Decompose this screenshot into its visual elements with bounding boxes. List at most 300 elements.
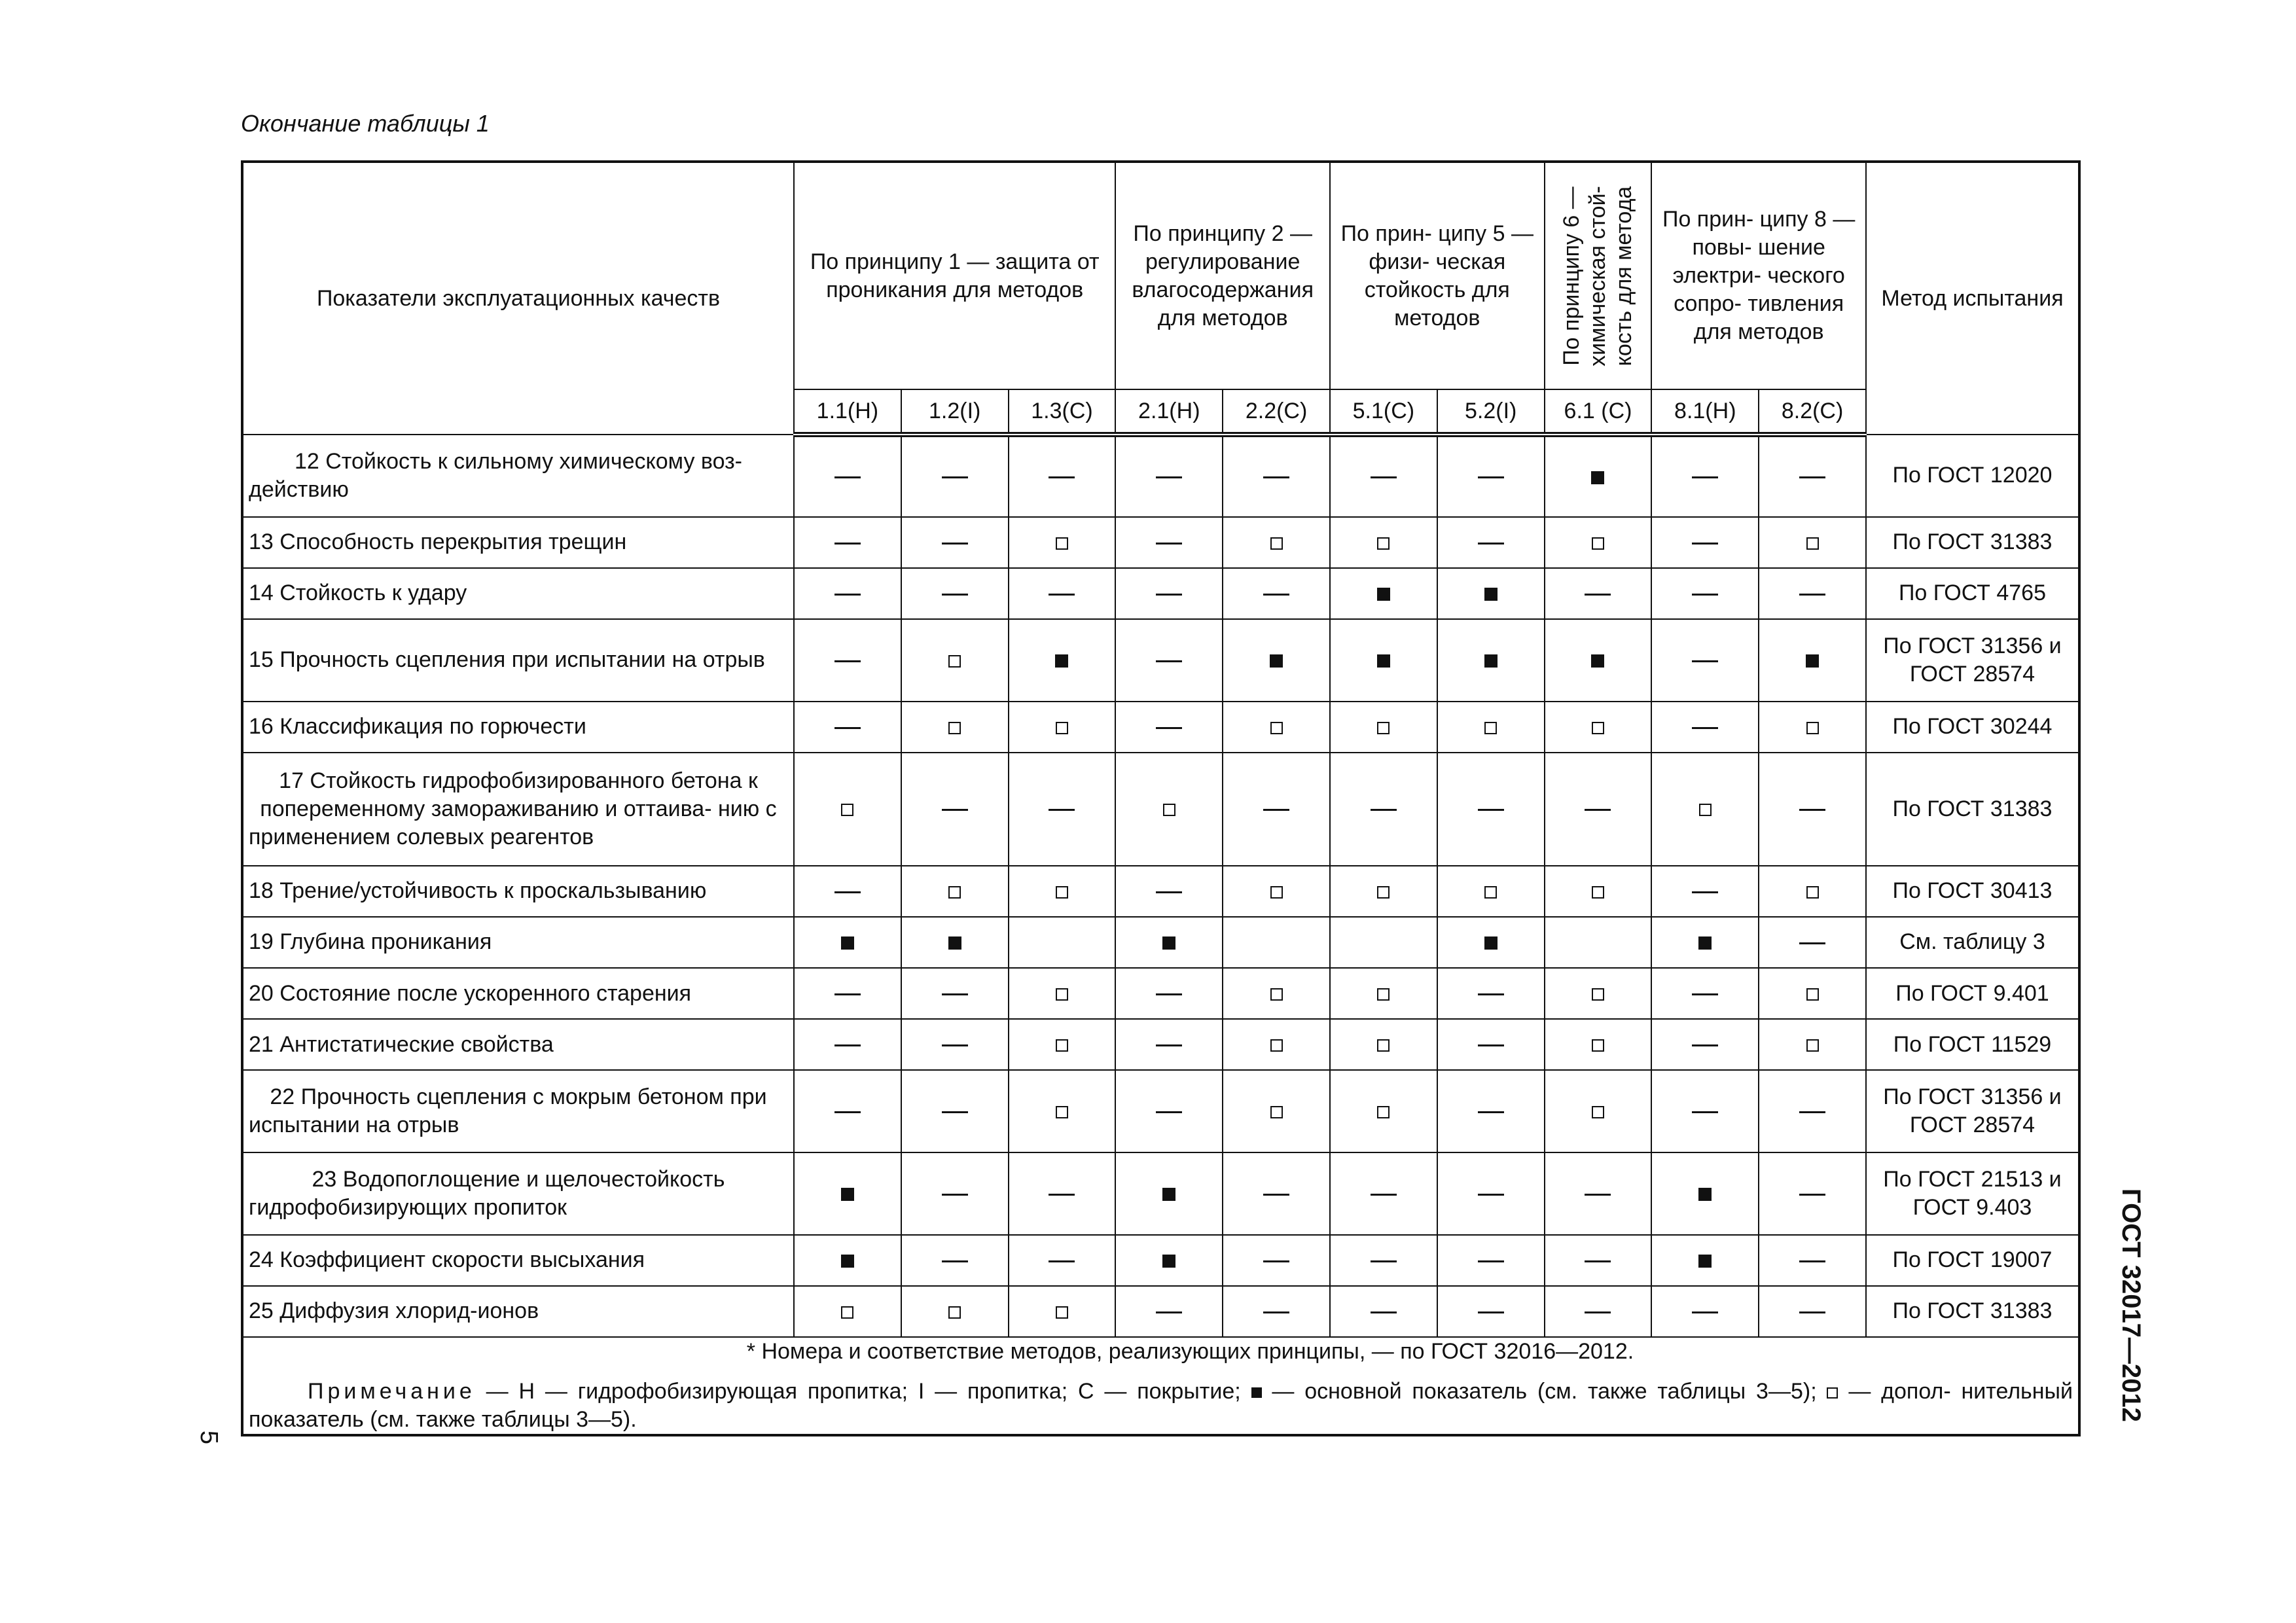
mark-cell bbox=[794, 1019, 901, 1070]
dash-icon bbox=[1156, 1111, 1182, 1113]
dash-icon bbox=[834, 1111, 861, 1113]
mark-cell bbox=[1437, 866, 1545, 917]
indicator-label: 14 Стойкость к удару bbox=[242, 568, 794, 619]
indicator-label: 12 Стойкость к сильному химическому воз- действию bbox=[242, 435, 794, 517]
mark-cell bbox=[1759, 1152, 1866, 1235]
mark-cell bbox=[1009, 1286, 1116, 1337]
dash-icon bbox=[942, 543, 968, 544]
hollow-square-icon bbox=[1377, 988, 1390, 1001]
mark-cell bbox=[1115, 1019, 1223, 1070]
hollow-square-icon bbox=[1270, 886, 1283, 899]
hollow-square-icon bbox=[1827, 1387, 1838, 1399]
mark-cell bbox=[901, 968, 1009, 1019]
filled-square-icon bbox=[1055, 654, 1068, 668]
mark-cell bbox=[1437, 968, 1545, 1019]
dash-icon bbox=[1263, 1194, 1289, 1196]
dash-icon bbox=[1156, 1311, 1182, 1313]
hollow-square-icon bbox=[1056, 722, 1068, 734]
mark-cell bbox=[901, 1152, 1009, 1235]
mark-cell bbox=[1437, 702, 1545, 753]
mark-cell bbox=[1545, 866, 1652, 917]
mark-cell bbox=[1115, 866, 1223, 917]
mark-cell bbox=[1545, 1286, 1652, 1337]
filled-square-icon bbox=[1698, 1255, 1712, 1268]
hollow-square-icon bbox=[1270, 1106, 1283, 1118]
hollow-square-icon bbox=[1484, 886, 1497, 899]
mark-cell bbox=[1223, 568, 1330, 619]
dash-icon bbox=[1371, 1194, 1397, 1196]
hollow-square-icon bbox=[1484, 722, 1497, 734]
mark-cell bbox=[1437, 619, 1545, 702]
mark-cell bbox=[1115, 435, 1223, 517]
mark-cell bbox=[1759, 702, 1866, 753]
mark-cell bbox=[1009, 968, 1116, 1019]
mark-cell bbox=[901, 866, 1009, 917]
performance-table bbox=[241, 160, 2081, 1436]
note-part-1: — Н — гидрофобизирующая пропитка; I — пропитка; С — покрытие; bbox=[475, 1379, 1251, 1404]
dash-icon bbox=[1478, 1044, 1504, 1046]
mark-cell bbox=[1009, 568, 1116, 619]
mark-cell bbox=[794, 753, 901, 866]
mark-cell bbox=[1009, 517, 1116, 568]
filled-square-icon bbox=[1484, 936, 1498, 950]
dash-icon bbox=[1371, 809, 1397, 811]
test-method: По ГОСТ 11529 bbox=[1866, 1019, 2079, 1070]
dash-icon bbox=[1585, 1260, 1611, 1262]
mark-cell bbox=[1330, 1070, 1437, 1152]
mark-cell bbox=[1437, 1019, 1545, 1070]
header-row bbox=[242, 162, 2079, 389]
mark-cell bbox=[901, 568, 1009, 619]
dash-icon bbox=[1799, 476, 1825, 478]
mark-cell bbox=[794, 1070, 901, 1152]
mark-cell bbox=[1437, 1286, 1545, 1337]
header-principle-2: По принципу 2 — регулирование влагосодержания для методов bbox=[1115, 162, 1330, 389]
mark-cell bbox=[794, 619, 901, 702]
mark-cell bbox=[794, 968, 901, 1019]
dash-icon bbox=[834, 543, 861, 544]
test-method: По ГОСТ 19007 bbox=[1866, 1235, 2079, 1286]
dash-icon bbox=[1371, 476, 1397, 478]
mark-cell bbox=[1545, 568, 1652, 619]
mark-cell bbox=[794, 568, 901, 619]
mark-cell bbox=[1223, 1070, 1330, 1152]
indicator-label: 22 Прочность сцепления с мокрым бетоном при испытании на отрыв bbox=[242, 1070, 794, 1152]
mark-cell bbox=[1437, 917, 1545, 968]
hollow-square-icon bbox=[1592, 886, 1604, 899]
mark-cell bbox=[1115, 568, 1223, 619]
mark-cell bbox=[1223, 917, 1330, 968]
mark-cell bbox=[1759, 1235, 1866, 1286]
mark-cell bbox=[1759, 517, 1866, 568]
hollow-square-icon bbox=[1056, 537, 1068, 550]
dash-icon bbox=[834, 993, 861, 995]
mark-cell bbox=[1437, 435, 1545, 517]
mark-cell bbox=[901, 435, 1009, 517]
hollow-square-icon bbox=[1377, 537, 1390, 550]
mark-cell bbox=[1115, 968, 1223, 1019]
table-body bbox=[242, 435, 2079, 1337]
dash-icon bbox=[1478, 1194, 1504, 1196]
mark-cell bbox=[1009, 917, 1116, 968]
mark-cell bbox=[1223, 702, 1330, 753]
hollow-square-icon bbox=[1806, 537, 1819, 550]
footnote: * Номера и соответствие методов, реализующих принципы, — по ГОСТ 32016—2012. bbox=[746, 1339, 1634, 1364]
mark-cell bbox=[794, 1152, 901, 1235]
dash-icon bbox=[1799, 1111, 1825, 1113]
hollow-square-icon bbox=[841, 1306, 853, 1319]
mark-cell bbox=[1437, 517, 1545, 568]
mark-cell bbox=[1545, 702, 1652, 753]
document-title: ГОСТ 32017—2012 bbox=[2117, 1188, 2145, 1422]
table-row bbox=[242, 568, 2079, 619]
hollow-square-icon bbox=[1270, 988, 1283, 1001]
indicator-label: 25 Диффузия хлорид-ионов bbox=[242, 1286, 794, 1337]
dash-icon bbox=[1585, 594, 1611, 596]
hollow-square-icon bbox=[1377, 886, 1390, 899]
dash-icon bbox=[1799, 1260, 1825, 1262]
note-part-3: — допол- нительный показатель (см. также таблицы 3—5). bbox=[249, 1379, 2073, 1432]
mark-cell bbox=[1115, 917, 1223, 968]
dash-icon bbox=[1692, 1044, 1718, 1046]
mark-cell bbox=[1009, 435, 1116, 517]
dash-icon bbox=[1263, 594, 1289, 596]
mark-cell bbox=[1545, 968, 1652, 1019]
mark-cell bbox=[1651, 702, 1759, 753]
mark-cell bbox=[1330, 1019, 1437, 1070]
dash-icon bbox=[942, 1194, 968, 1196]
indicator-label: 17 Стойкость гидрофобизированного бетона к попеременному замораживанию и оттаива- нию с применением солевых реагентов bbox=[242, 753, 794, 866]
mark-cell bbox=[1223, 1286, 1330, 1337]
mark-cell bbox=[1115, 619, 1223, 702]
filled-square-icon bbox=[1270, 654, 1283, 668]
mark-cell bbox=[1437, 753, 1545, 866]
test-method: По ГОСТ 12020 bbox=[1866, 435, 2079, 517]
indicator-label: 19 Глубина проникания bbox=[242, 917, 794, 968]
filled-square-icon bbox=[1377, 654, 1390, 668]
mark-cell bbox=[1545, 1235, 1652, 1286]
mark-cell bbox=[1330, 517, 1437, 568]
dash-icon bbox=[1478, 476, 1504, 478]
hollow-square-icon bbox=[948, 722, 961, 734]
test-method: По ГОСТ 31356 и ГОСТ 28574 bbox=[1866, 1070, 2079, 1152]
table-row bbox=[242, 702, 2079, 753]
mark-cell bbox=[1651, 753, 1759, 866]
dash-icon bbox=[1692, 891, 1718, 893]
mark-cell bbox=[1651, 968, 1759, 1019]
mark-cell bbox=[1330, 753, 1437, 866]
table-row bbox=[242, 1152, 2079, 1235]
method-code-4: 2.1(H) bbox=[1115, 389, 1223, 435]
mark-cell bbox=[1545, 917, 1652, 968]
dash-icon bbox=[1371, 1260, 1397, 1262]
mark-cell bbox=[1223, 1019, 1330, 1070]
mark-cell bbox=[1545, 1152, 1652, 1235]
dash-icon bbox=[942, 1111, 968, 1113]
dash-icon bbox=[942, 1044, 968, 1046]
dash-icon bbox=[1156, 993, 1182, 995]
mark-cell bbox=[1009, 753, 1116, 866]
method-code-8: 6.1 (C) bbox=[1545, 389, 1652, 435]
dash-icon bbox=[1585, 1311, 1611, 1313]
test-method: По ГОСТ 21513 и ГОСТ 9.403 bbox=[1866, 1152, 2079, 1235]
mark-cell bbox=[1759, 435, 1866, 517]
hollow-square-icon bbox=[1592, 988, 1604, 1001]
mark-cell bbox=[1223, 1152, 1330, 1235]
mark-cell bbox=[901, 702, 1009, 753]
mark-cell bbox=[1330, 917, 1437, 968]
dash-icon bbox=[1156, 727, 1182, 729]
mark-cell bbox=[1330, 619, 1437, 702]
method-code-9: 8.1(H) bbox=[1651, 389, 1759, 435]
method-code-3: 1.3(C) bbox=[1009, 389, 1116, 435]
dash-icon bbox=[1799, 594, 1825, 596]
mark-cell bbox=[901, 619, 1009, 702]
header-principle-8: По прин- ципу 8 — повы- шение электри- ческого сопро- тивления для методов bbox=[1651, 162, 1866, 389]
dash-icon bbox=[1478, 543, 1504, 544]
mark-cell bbox=[1009, 1152, 1116, 1235]
mark-cell bbox=[1223, 1235, 1330, 1286]
mark-cell bbox=[1545, 517, 1652, 568]
table-row bbox=[242, 1286, 2079, 1337]
method-code-10: 8.2(C) bbox=[1759, 389, 1866, 435]
mark-cell bbox=[1330, 568, 1437, 619]
mark-cell bbox=[794, 866, 901, 917]
filled-square-icon bbox=[1591, 654, 1604, 668]
mark-cell bbox=[794, 702, 901, 753]
mark-cell bbox=[1330, 702, 1437, 753]
dash-icon bbox=[1692, 1111, 1718, 1113]
mark-cell bbox=[1759, 968, 1866, 1019]
mark-cell bbox=[1009, 702, 1116, 753]
dash-icon bbox=[1156, 660, 1182, 662]
mark-cell bbox=[1115, 517, 1223, 568]
dash-icon bbox=[1478, 1111, 1504, 1113]
mark-cell bbox=[1223, 517, 1330, 568]
header-principle-6 bbox=[1545, 162, 1652, 389]
test-method: По ГОСТ 31383 bbox=[1866, 1286, 2079, 1337]
dash-icon bbox=[1692, 727, 1718, 729]
hollow-square-icon bbox=[1377, 1106, 1390, 1118]
mark-cell bbox=[1115, 753, 1223, 866]
mark-cell bbox=[1115, 1286, 1223, 1337]
mark-cell bbox=[794, 517, 901, 568]
hollow-square-icon bbox=[1377, 722, 1390, 734]
mark-cell bbox=[794, 435, 901, 517]
note bbox=[249, 1378, 2073, 1434]
test-method: См. таблицу 3 bbox=[1866, 917, 2079, 968]
method-code-1: 1.1(H) bbox=[794, 389, 901, 435]
filled-square-icon bbox=[1162, 1188, 1175, 1201]
method-code-7: 5.2(I) bbox=[1437, 389, 1545, 435]
dash-icon bbox=[834, 660, 861, 662]
header-principle-1: По принципу 1 — защита от проникания для методов bbox=[794, 162, 1115, 389]
indicator-label: 15 Прочность сцепления при испытании на отрыв bbox=[242, 619, 794, 702]
dash-icon bbox=[1692, 660, 1718, 662]
dash-icon bbox=[1049, 476, 1075, 478]
mark-cell bbox=[1009, 619, 1116, 702]
filled-square-icon bbox=[1162, 936, 1175, 950]
method-code-2: 1.2(I) bbox=[901, 389, 1009, 435]
test-method: По ГОСТ 30413 bbox=[1866, 866, 2079, 917]
mark-cell bbox=[1437, 1235, 1545, 1286]
filled-square-icon bbox=[1377, 588, 1390, 601]
filled-square-icon bbox=[1162, 1255, 1175, 1268]
mark-cell bbox=[1330, 1286, 1437, 1337]
hollow-square-icon bbox=[1806, 886, 1819, 899]
mark-cell bbox=[1651, 1235, 1759, 1286]
mark-cell bbox=[794, 1235, 901, 1286]
test-method: По ГОСТ 9.401 bbox=[1866, 968, 2079, 1019]
test-method: По ГОСТ 31383 bbox=[1866, 753, 2079, 866]
dash-icon bbox=[1263, 809, 1289, 811]
mark-cell bbox=[901, 1019, 1009, 1070]
hollow-square-icon bbox=[1806, 988, 1819, 1001]
table-row bbox=[242, 1070, 2079, 1152]
mark-cell bbox=[1759, 917, 1866, 968]
indicator-label: 13 Способность перекрытия трещин bbox=[242, 517, 794, 568]
dash-icon bbox=[834, 476, 861, 478]
hollow-square-icon bbox=[1270, 1039, 1283, 1052]
mark-cell bbox=[1330, 866, 1437, 917]
dash-icon bbox=[834, 727, 861, 729]
mark-cell bbox=[1330, 435, 1437, 517]
mark-cell bbox=[1759, 1019, 1866, 1070]
mark-cell bbox=[1223, 968, 1330, 1019]
dash-icon bbox=[942, 594, 968, 596]
filled-square-icon bbox=[841, 936, 854, 950]
filled-square-icon bbox=[1591, 471, 1604, 484]
dash-icon bbox=[1692, 993, 1718, 995]
mark-cell bbox=[1115, 1070, 1223, 1152]
hollow-square-icon bbox=[1592, 537, 1604, 550]
hollow-square-icon bbox=[1056, 1306, 1068, 1319]
dash-icon bbox=[1692, 543, 1718, 544]
hollow-square-icon bbox=[1699, 804, 1712, 816]
dash-icon bbox=[1585, 1194, 1611, 1196]
mark-cell bbox=[1759, 619, 1866, 702]
table-row bbox=[242, 517, 2079, 568]
note-part-2: — основной показатель (см. также таблицы 3—5); bbox=[1261, 1379, 1827, 1404]
mark-cell bbox=[1330, 1152, 1437, 1235]
mark-cell bbox=[1651, 1286, 1759, 1337]
mark-cell bbox=[1545, 1070, 1652, 1152]
hollow-square-icon bbox=[1806, 722, 1819, 734]
hollow-square-icon bbox=[1056, 886, 1068, 899]
dash-icon bbox=[1371, 1311, 1397, 1313]
table-row bbox=[242, 435, 2079, 517]
mark-cell bbox=[1651, 568, 1759, 619]
hollow-square-icon bbox=[1806, 1039, 1819, 1052]
table-row bbox=[242, 1235, 2079, 1286]
test-method: По ГОСТ 31383 bbox=[1866, 517, 2079, 568]
dash-icon bbox=[1799, 1194, 1825, 1196]
dash-icon bbox=[1049, 1194, 1075, 1196]
filled-square-icon bbox=[841, 1188, 854, 1201]
test-method: По ГОСТ 31356 и ГОСТ 28574 bbox=[1866, 619, 2079, 702]
dash-icon bbox=[942, 1260, 968, 1262]
mark-cell bbox=[1651, 866, 1759, 917]
mark-cell bbox=[901, 917, 1009, 968]
dash-icon bbox=[1263, 1260, 1289, 1262]
dash-icon bbox=[1585, 809, 1611, 811]
mark-cell bbox=[1759, 1070, 1866, 1152]
dash-icon bbox=[1049, 594, 1075, 596]
dash-icon bbox=[1799, 809, 1825, 811]
mark-cell bbox=[1651, 1152, 1759, 1235]
mark-cell bbox=[901, 517, 1009, 568]
filled-square-icon bbox=[841, 1255, 854, 1268]
filled-square-icon bbox=[1698, 936, 1712, 950]
dash-icon bbox=[1478, 809, 1504, 811]
note-label: Примечание bbox=[308, 1379, 476, 1404]
dash-icon bbox=[1692, 1311, 1718, 1313]
mark-cell bbox=[1759, 866, 1866, 917]
mark-cell bbox=[1545, 753, 1652, 866]
mark-cell bbox=[901, 753, 1009, 866]
mark-cell bbox=[901, 1070, 1009, 1152]
header-test-method: Метод испытания bbox=[1866, 162, 2079, 435]
dash-icon bbox=[942, 993, 968, 995]
mark-cell bbox=[1651, 1019, 1759, 1070]
dash-icon bbox=[942, 476, 968, 478]
filled-square-icon bbox=[1806, 654, 1819, 668]
mark-cell bbox=[901, 1286, 1009, 1337]
indicator-label: 16 Классификация по горючести bbox=[242, 702, 794, 753]
mark-cell bbox=[1330, 968, 1437, 1019]
header-principle-5: По прин- ципу 5 — физи- ческая стойкость для методов bbox=[1330, 162, 1545, 389]
hollow-square-icon bbox=[841, 804, 853, 816]
table-row bbox=[242, 1019, 2079, 1070]
mark-cell bbox=[1437, 1152, 1545, 1235]
dash-icon bbox=[1263, 1311, 1289, 1313]
mark-cell bbox=[1545, 1019, 1652, 1070]
mark-cell bbox=[1223, 619, 1330, 702]
mark-cell bbox=[1223, 753, 1330, 866]
mark-cell bbox=[901, 1235, 1009, 1286]
mark-cell bbox=[1115, 1152, 1223, 1235]
dash-icon bbox=[1049, 1260, 1075, 1262]
dash-icon bbox=[1692, 476, 1718, 478]
header-principle-6-text: По принципу 6 — химическая стой- кость для метода bbox=[1559, 185, 1637, 366]
mark-cell bbox=[1759, 1286, 1866, 1337]
mark-cell bbox=[1115, 1235, 1223, 1286]
dash-icon bbox=[1799, 1311, 1825, 1313]
dash-icon bbox=[1692, 594, 1718, 596]
dash-icon bbox=[1156, 594, 1182, 596]
mark-cell bbox=[1223, 435, 1330, 517]
table-row bbox=[242, 866, 2079, 917]
mark-cell bbox=[1009, 1019, 1116, 1070]
hollow-square-icon bbox=[1270, 537, 1283, 550]
dash-icon bbox=[1156, 1044, 1182, 1046]
indicator-label: 18 Трение/устойчивость к проскальзыванию bbox=[242, 866, 794, 917]
dash-icon bbox=[834, 1044, 861, 1046]
method-code-6: 5.1(C) bbox=[1330, 389, 1437, 435]
dash-icon bbox=[1478, 993, 1504, 995]
mark-cell bbox=[1330, 1235, 1437, 1286]
table-caption: Окончание таблицы 1 bbox=[241, 110, 490, 137]
dash-icon bbox=[942, 809, 968, 811]
mark-cell bbox=[794, 1286, 901, 1337]
hollow-square-icon bbox=[1056, 988, 1068, 1001]
hollow-square-icon bbox=[1377, 1039, 1390, 1052]
mark-cell bbox=[1223, 866, 1330, 917]
indicator-label: 20 Состояние после ускоренного старения bbox=[242, 968, 794, 1019]
hollow-square-icon bbox=[1592, 1106, 1604, 1118]
mark-cell bbox=[1651, 619, 1759, 702]
indicator-label: 21 Антистатические свойства bbox=[242, 1019, 794, 1070]
